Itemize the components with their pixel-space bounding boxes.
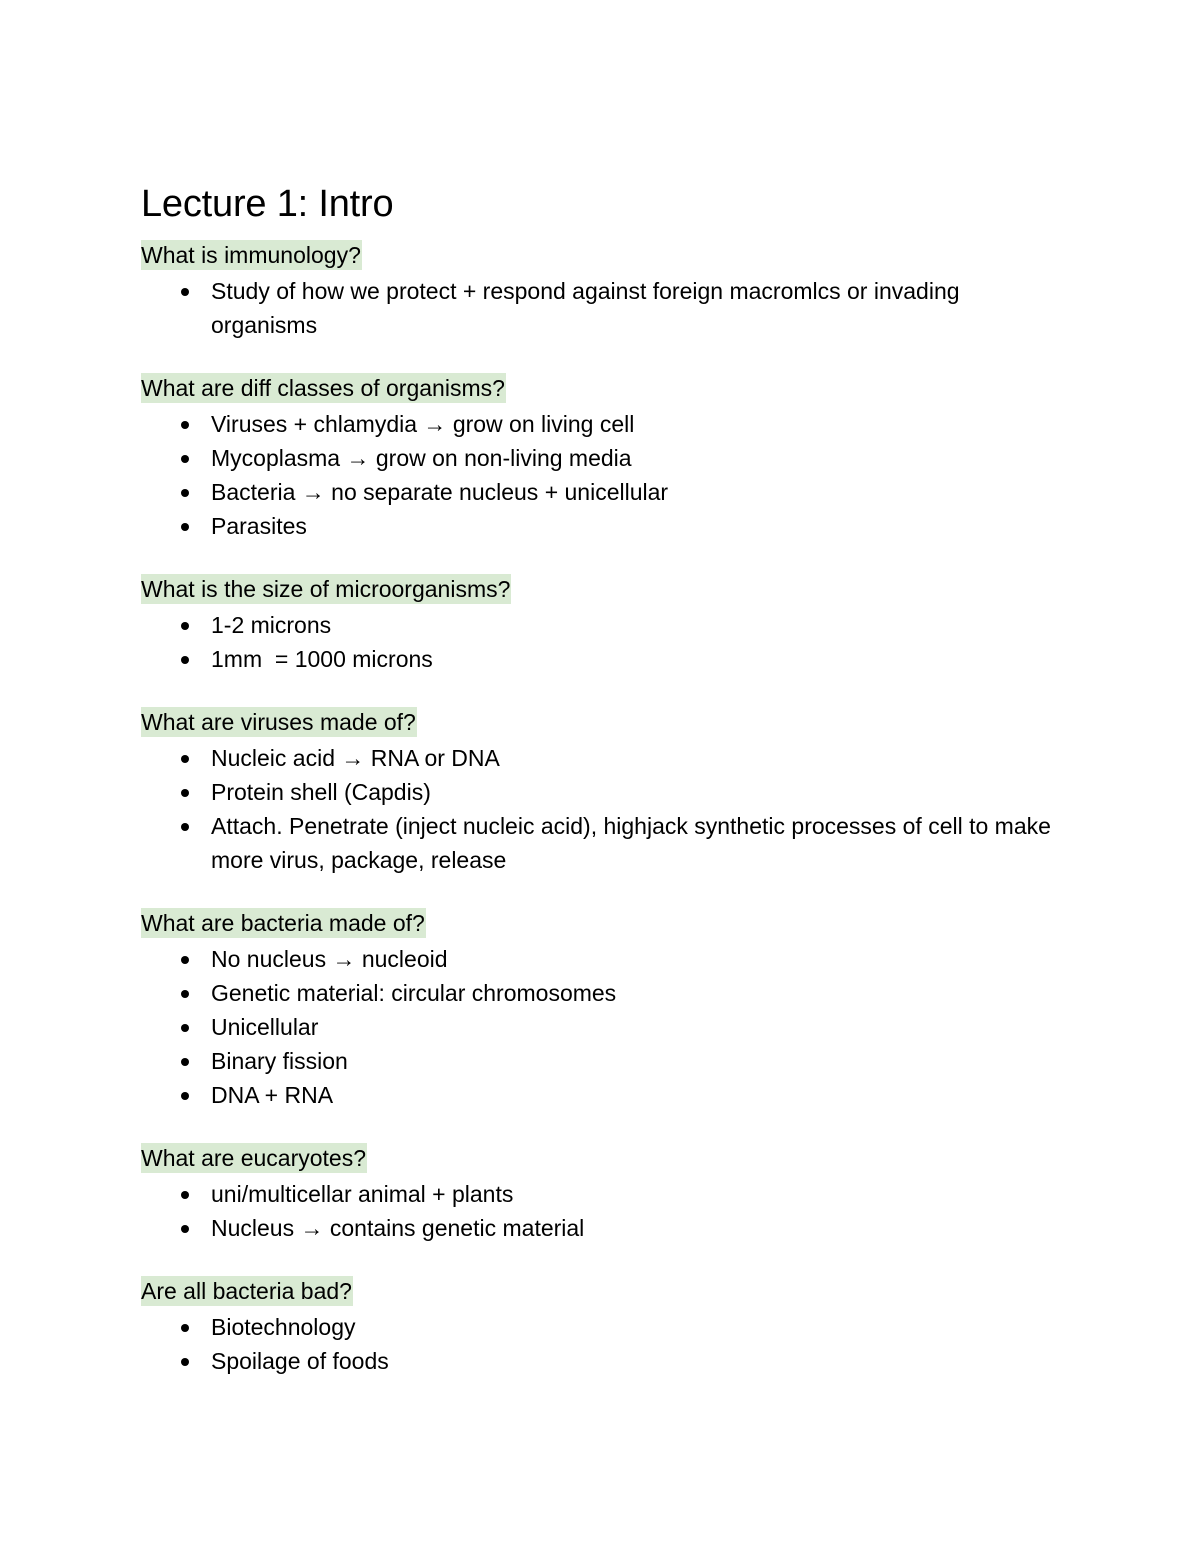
bullet-list <box>141 608 1061 676</box>
section-immunology <box>141 240 1061 342</box>
bullet-icon <box>181 622 189 630</box>
list-item <box>141 1177 1061 1211</box>
bullet-icon <box>181 1092 189 1100</box>
section-question: What are bacteria made of? <box>141 910 425 936</box>
list-item <box>141 1211 1061 1245</box>
list-item <box>141 741 1061 775</box>
list-item-text: Bacteria → no separate nucleus + unicellular <box>211 479 669 505</box>
section-eucaryotes <box>141 1143 1061 1245</box>
section-question: What are eucaryotes? <box>141 1145 367 1171</box>
list-item <box>141 441 1061 475</box>
section-bacteria <box>141 908 1061 1112</box>
section-question: What is immunology? <box>141 242 361 268</box>
bullet-icon <box>181 755 189 763</box>
list-item-text: 1mm = 1000 microns <box>211 646 433 672</box>
bullet-icon <box>181 823 189 831</box>
bullet-icon <box>181 1225 189 1233</box>
bullet-icon <box>181 421 189 429</box>
list-item-text: Biotechnology <box>211 1314 356 1340</box>
bullet-icon <box>181 1058 189 1066</box>
list-item-text: 1-2 microns <box>211 612 332 638</box>
list-item <box>141 642 1061 676</box>
list-item-text: No nucleus → nucleoid <box>211 946 448 972</box>
list-item-text: Binary fission <box>211 1048 348 1074</box>
page-title: Lecture 1: Intro <box>141 183 394 225</box>
list-item <box>141 407 1061 441</box>
section-viruses <box>141 707 1061 877</box>
list-item <box>141 1078 1061 1112</box>
list-item <box>141 475 1061 509</box>
list-item-text: Parasites <box>211 513 307 539</box>
list-item-text: Spoilage of foods <box>211 1348 389 1374</box>
section-question: Are all bacteria bad? <box>141 1278 352 1304</box>
bullet-list <box>141 407 1061 543</box>
bullet-icon <box>181 1358 189 1366</box>
document-page <box>141 178 1061 1409</box>
bullet-icon <box>181 1324 189 1332</box>
list-item <box>141 1344 1061 1378</box>
list-item <box>141 976 1061 1010</box>
bullet-list <box>141 741 1061 877</box>
list-item-text: Genetic material: circular chromosomes <box>211 980 617 1006</box>
list-item-text: Viruses + chlamydia → grow on living cell <box>211 411 635 437</box>
list-item <box>141 775 1061 809</box>
bullet-list <box>141 274 1061 342</box>
list-item <box>141 509 1061 543</box>
bullet-icon <box>181 523 189 531</box>
list-item-text: Protein shell (Capdis) <box>211 779 431 805</box>
bullet-icon <box>181 455 189 463</box>
list-item-text: Nucleus → contains genetic material <box>211 1215 585 1241</box>
list-item <box>141 1010 1061 1044</box>
section-classes-of-organisms <box>141 373 1061 543</box>
bullet-icon <box>181 1024 189 1032</box>
list-item <box>141 274 1061 342</box>
bullet-list <box>141 942 1061 1112</box>
bullet-icon <box>181 489 189 497</box>
list-item <box>141 809 1061 877</box>
section-question: What are diff classes of organisms? <box>141 375 505 401</box>
bullet-icon <box>181 656 189 664</box>
bullet-list <box>141 1310 1061 1378</box>
list-item <box>141 942 1061 976</box>
list-item <box>141 608 1061 642</box>
bullet-icon <box>181 789 189 797</box>
list-item-text: DNA + RNA <box>211 1082 334 1108</box>
bullet-icon <box>181 990 189 998</box>
section-bacteria-bad <box>141 1276 1061 1378</box>
list-item-text: Study of how we protect + respond against foreign macromlcs or invading organisms <box>211 278 960 338</box>
bullet-icon <box>181 956 189 964</box>
bullet-icon <box>181 1191 189 1199</box>
list-item-text: Attach. Penetrate (inject nucleic acid), highjack synthetic processes of cell to make more virus, package, release <box>211 813 1051 873</box>
section-question: What are viruses made of? <box>141 709 416 735</box>
list-item-text: Unicellular <box>211 1014 319 1040</box>
bullet-icon <box>181 288 189 296</box>
bullet-list <box>141 1177 1061 1245</box>
list-item-text: uni/multicellar animal + plants <box>211 1181 514 1207</box>
list-item-text: Mycoplasma → grow on non-living media <box>211 445 632 471</box>
section-size-of-microorganisms <box>141 574 1061 676</box>
list-item <box>141 1310 1061 1344</box>
section-question: What is the size of microorganisms? <box>141 576 511 602</box>
list-item-text: Nucleic acid → RNA or DNA <box>211 745 500 771</box>
list-item <box>141 1044 1061 1078</box>
